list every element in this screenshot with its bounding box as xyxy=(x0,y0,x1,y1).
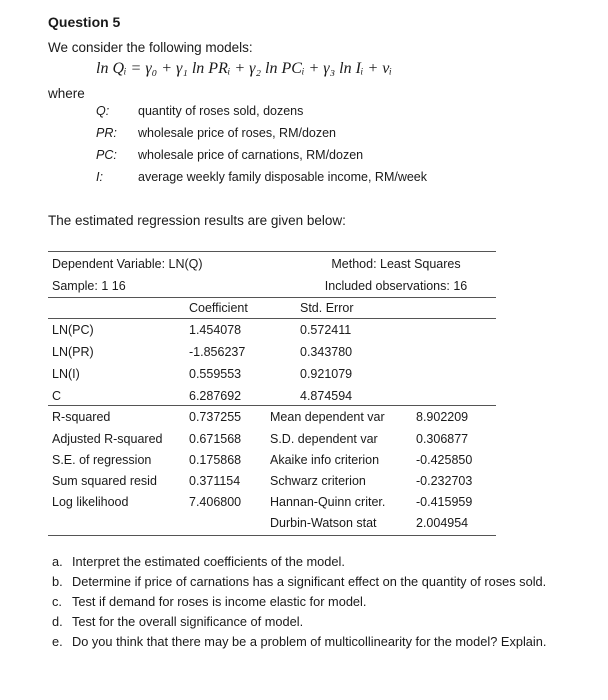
stat-label: S.D. dependent var xyxy=(270,432,378,446)
variable-row xyxy=(96,104,427,126)
variable-symbol: Q: xyxy=(96,104,110,118)
question-letter: d. xyxy=(52,614,63,629)
stat-label: Mean dependent var xyxy=(270,410,385,424)
coef-var: LN(PR) xyxy=(52,345,94,359)
variable-symbol: PC: xyxy=(96,148,117,162)
list-item xyxy=(52,634,546,654)
method: Method: Least Squares xyxy=(331,257,461,271)
coef-value: 6.287692 xyxy=(189,389,242,403)
std-error-header: Std. Error xyxy=(300,301,354,315)
coef-value: 1.454078 xyxy=(189,323,242,337)
question-text: Test if demand for roses is income elastic for model. xyxy=(72,594,367,609)
dependent-variable: Dependent Variable: LN(Q) xyxy=(52,257,203,271)
stat-value: -0.425850 xyxy=(416,453,473,467)
coefficient-header: Coefficient xyxy=(189,301,248,315)
stat-value: 0.306877 xyxy=(416,432,469,446)
coef-value: 0.559553 xyxy=(189,367,242,381)
variable-symbol: PR: xyxy=(96,126,117,140)
stat-label: R-squared xyxy=(52,410,111,424)
question-letter: c. xyxy=(52,594,62,609)
list-item xyxy=(52,614,546,634)
stat-label: Log likelihood xyxy=(52,495,129,509)
table-top-rule xyxy=(48,251,496,252)
question-title: Question 5 xyxy=(48,14,121,30)
variable-definitions xyxy=(96,104,427,192)
coef-std-error: 0.921079 xyxy=(300,367,353,381)
stat-value: -0.232703 xyxy=(416,474,473,488)
stat-label: Durbin-Watson stat xyxy=(270,516,377,530)
stat-value: 2.004954 xyxy=(416,516,469,530)
stat-label: S.E. of regression xyxy=(52,453,152,467)
stat-label: Schwarz criterion xyxy=(270,474,366,488)
variable-row xyxy=(96,148,427,170)
coef-std-error: 4.874594 xyxy=(300,389,353,403)
question-text: Determine if price of carnations has a significant effect on the quantity of roses sold. xyxy=(72,574,547,589)
variable-description: quantity of roses sold, dozens xyxy=(138,104,304,118)
question-letter: e. xyxy=(52,634,63,649)
stat-label: Adjusted R-squared xyxy=(52,432,163,446)
stat-label: Akaike info criterion xyxy=(270,453,380,467)
table-bottom-rule xyxy=(48,535,496,536)
variable-description: wholesale price of carnations, RM/dozen xyxy=(138,148,364,162)
variable-description: average weekly family disposable income, RM/week xyxy=(138,170,428,184)
question-letter: b. xyxy=(52,574,63,589)
coef-var: C xyxy=(52,389,62,403)
stats-rule xyxy=(48,405,496,406)
list-item xyxy=(52,594,546,614)
coef-var: LN(PC) xyxy=(52,323,94,337)
stat-value: 0.371154 xyxy=(189,474,241,488)
question-list xyxy=(52,554,546,654)
column-header-rule xyxy=(48,318,496,319)
coef-var: LN(I) xyxy=(52,367,80,381)
question-letter: a. xyxy=(52,554,63,569)
coef-std-error: 0.572411 xyxy=(300,323,352,337)
stat-value: -0.415959 xyxy=(416,495,473,509)
model-formula: ln Qᵢ = γ₀ + γ₁ ln PRᵢ + γ₂ ln PCᵢ + γ₃ ln Iᵢ + vᵢ xyxy=(96,60,392,77)
intro-text: We consider the following models: xyxy=(48,40,253,55)
sample: Sample: 1 16 xyxy=(52,279,126,293)
where-label: where xyxy=(48,86,85,101)
header-rule xyxy=(48,297,496,298)
stat-label: Hannan-Quinn criter. xyxy=(270,495,386,509)
estimated-results-text: The estimated regression results are given below: xyxy=(48,213,346,228)
variable-description: wholesale price of roses, RM/dozen xyxy=(138,126,337,140)
stat-value: 8.902209 xyxy=(416,410,469,424)
stat-value: 0.671568 xyxy=(189,432,242,446)
stat-value: 0.175868 xyxy=(189,453,242,467)
variable-row xyxy=(96,126,427,148)
variable-symbol: I: xyxy=(96,170,103,184)
stat-value: 0.737255 xyxy=(189,410,242,424)
stat-label: Sum squared resid xyxy=(52,474,157,488)
variable-row xyxy=(96,170,427,192)
coef-std-error: 0.343780 xyxy=(300,345,353,359)
coef-value: -1.856237 xyxy=(189,345,246,359)
list-item xyxy=(52,574,546,594)
question-text: Test for the overall significance of model. xyxy=(72,614,304,629)
included-observations: Included observations: 16 xyxy=(324,279,468,293)
question-text: Interpret the estimated coefficients of the model. xyxy=(72,554,345,569)
list-item xyxy=(52,554,546,574)
question-text: Do you think that there may be a problem of multicollinearity for the model? Explain. xyxy=(72,634,547,649)
stat-value: 7.406800 xyxy=(189,495,242,509)
